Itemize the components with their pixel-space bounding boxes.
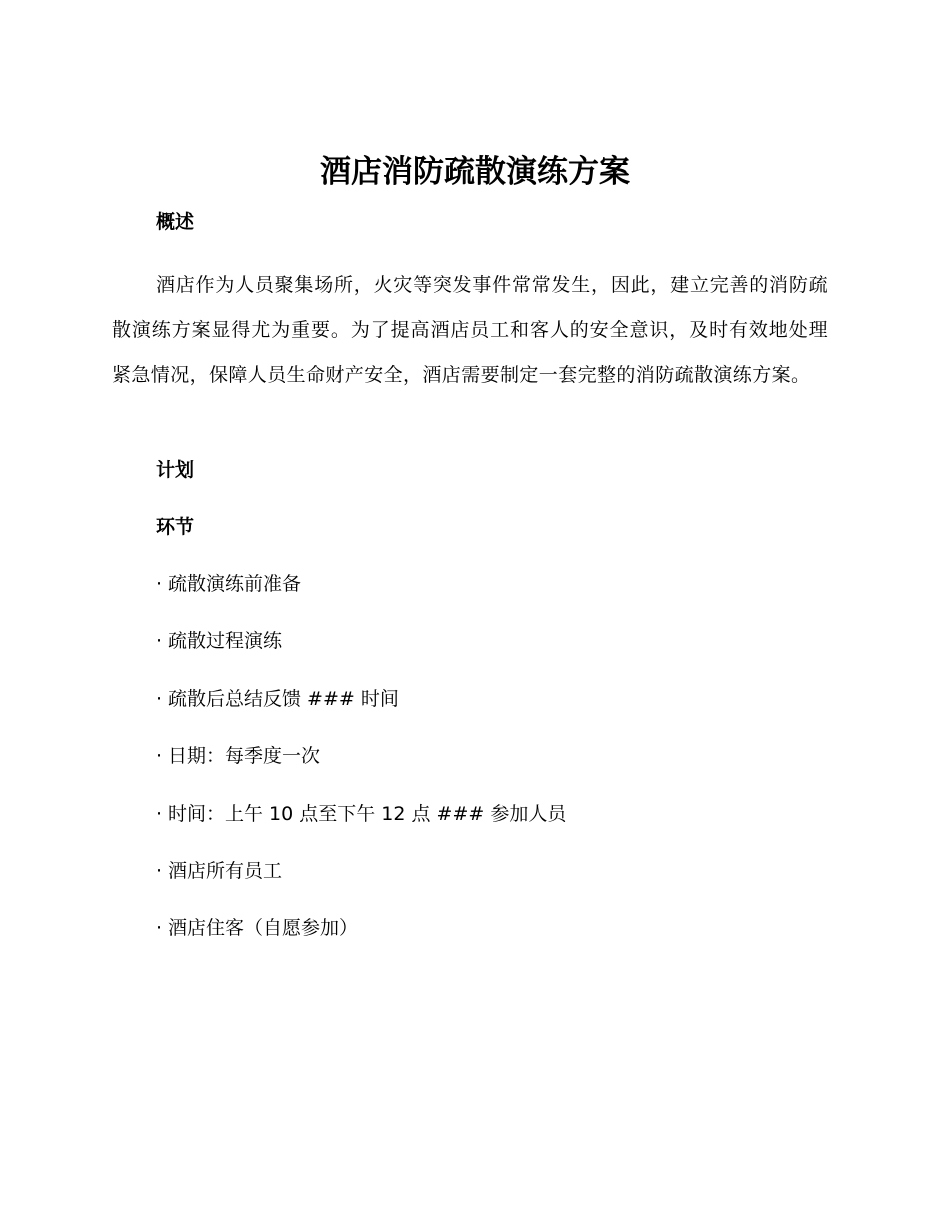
overview-paragraph: 酒店作为人员聚集场所，火灾等突发事件常常发生，因此，建立完善的消防疏散演练方案显得尤为重要。为了提高酒店员工和客人的安全意识，及时有效地处理紧急情况，保障人员生命财产安全，酒店需要制定一套完整的消防疏散演练方案。 xyxy=(112,274,828,386)
bullet-icon: · xyxy=(156,859,163,882)
list-item xyxy=(156,800,566,857)
list-item-text: 疏散演练前准备 xyxy=(168,573,302,595)
list-item xyxy=(156,627,566,684)
list-item-text: 酒店住客（自愿参加） xyxy=(168,917,359,940)
bullet-icon: · xyxy=(156,630,163,653)
list-item xyxy=(156,857,566,914)
list-item xyxy=(156,685,566,742)
list-item xyxy=(156,570,566,627)
bullet-icon: · xyxy=(156,917,163,940)
bullet-icon: · xyxy=(156,573,163,595)
bullet-icon: · xyxy=(156,745,163,768)
overview-heading: 概述 xyxy=(156,211,195,233)
list-item xyxy=(156,742,566,799)
list-item-text: 日期：每季度一次 xyxy=(168,745,321,768)
list-item-text: 疏散后总结反馈 ### 时间 xyxy=(168,687,399,710)
plan-heading: 计划 xyxy=(156,459,195,481)
stage-heading: 环节 xyxy=(156,516,195,538)
bullet-icon: · xyxy=(156,687,163,710)
list-item-text: 时间：上午 10 点至下午 12 点 ### 参加人员 xyxy=(168,802,567,825)
document-title: 酒店消防疏散演练方案 xyxy=(320,154,630,190)
bullet-icon: · xyxy=(156,802,163,825)
list-item-text: 疏散过程演练 xyxy=(168,630,283,653)
list-item xyxy=(156,914,566,971)
list-item-text: 酒店所有员工 xyxy=(168,859,283,882)
plan-list xyxy=(156,570,566,972)
